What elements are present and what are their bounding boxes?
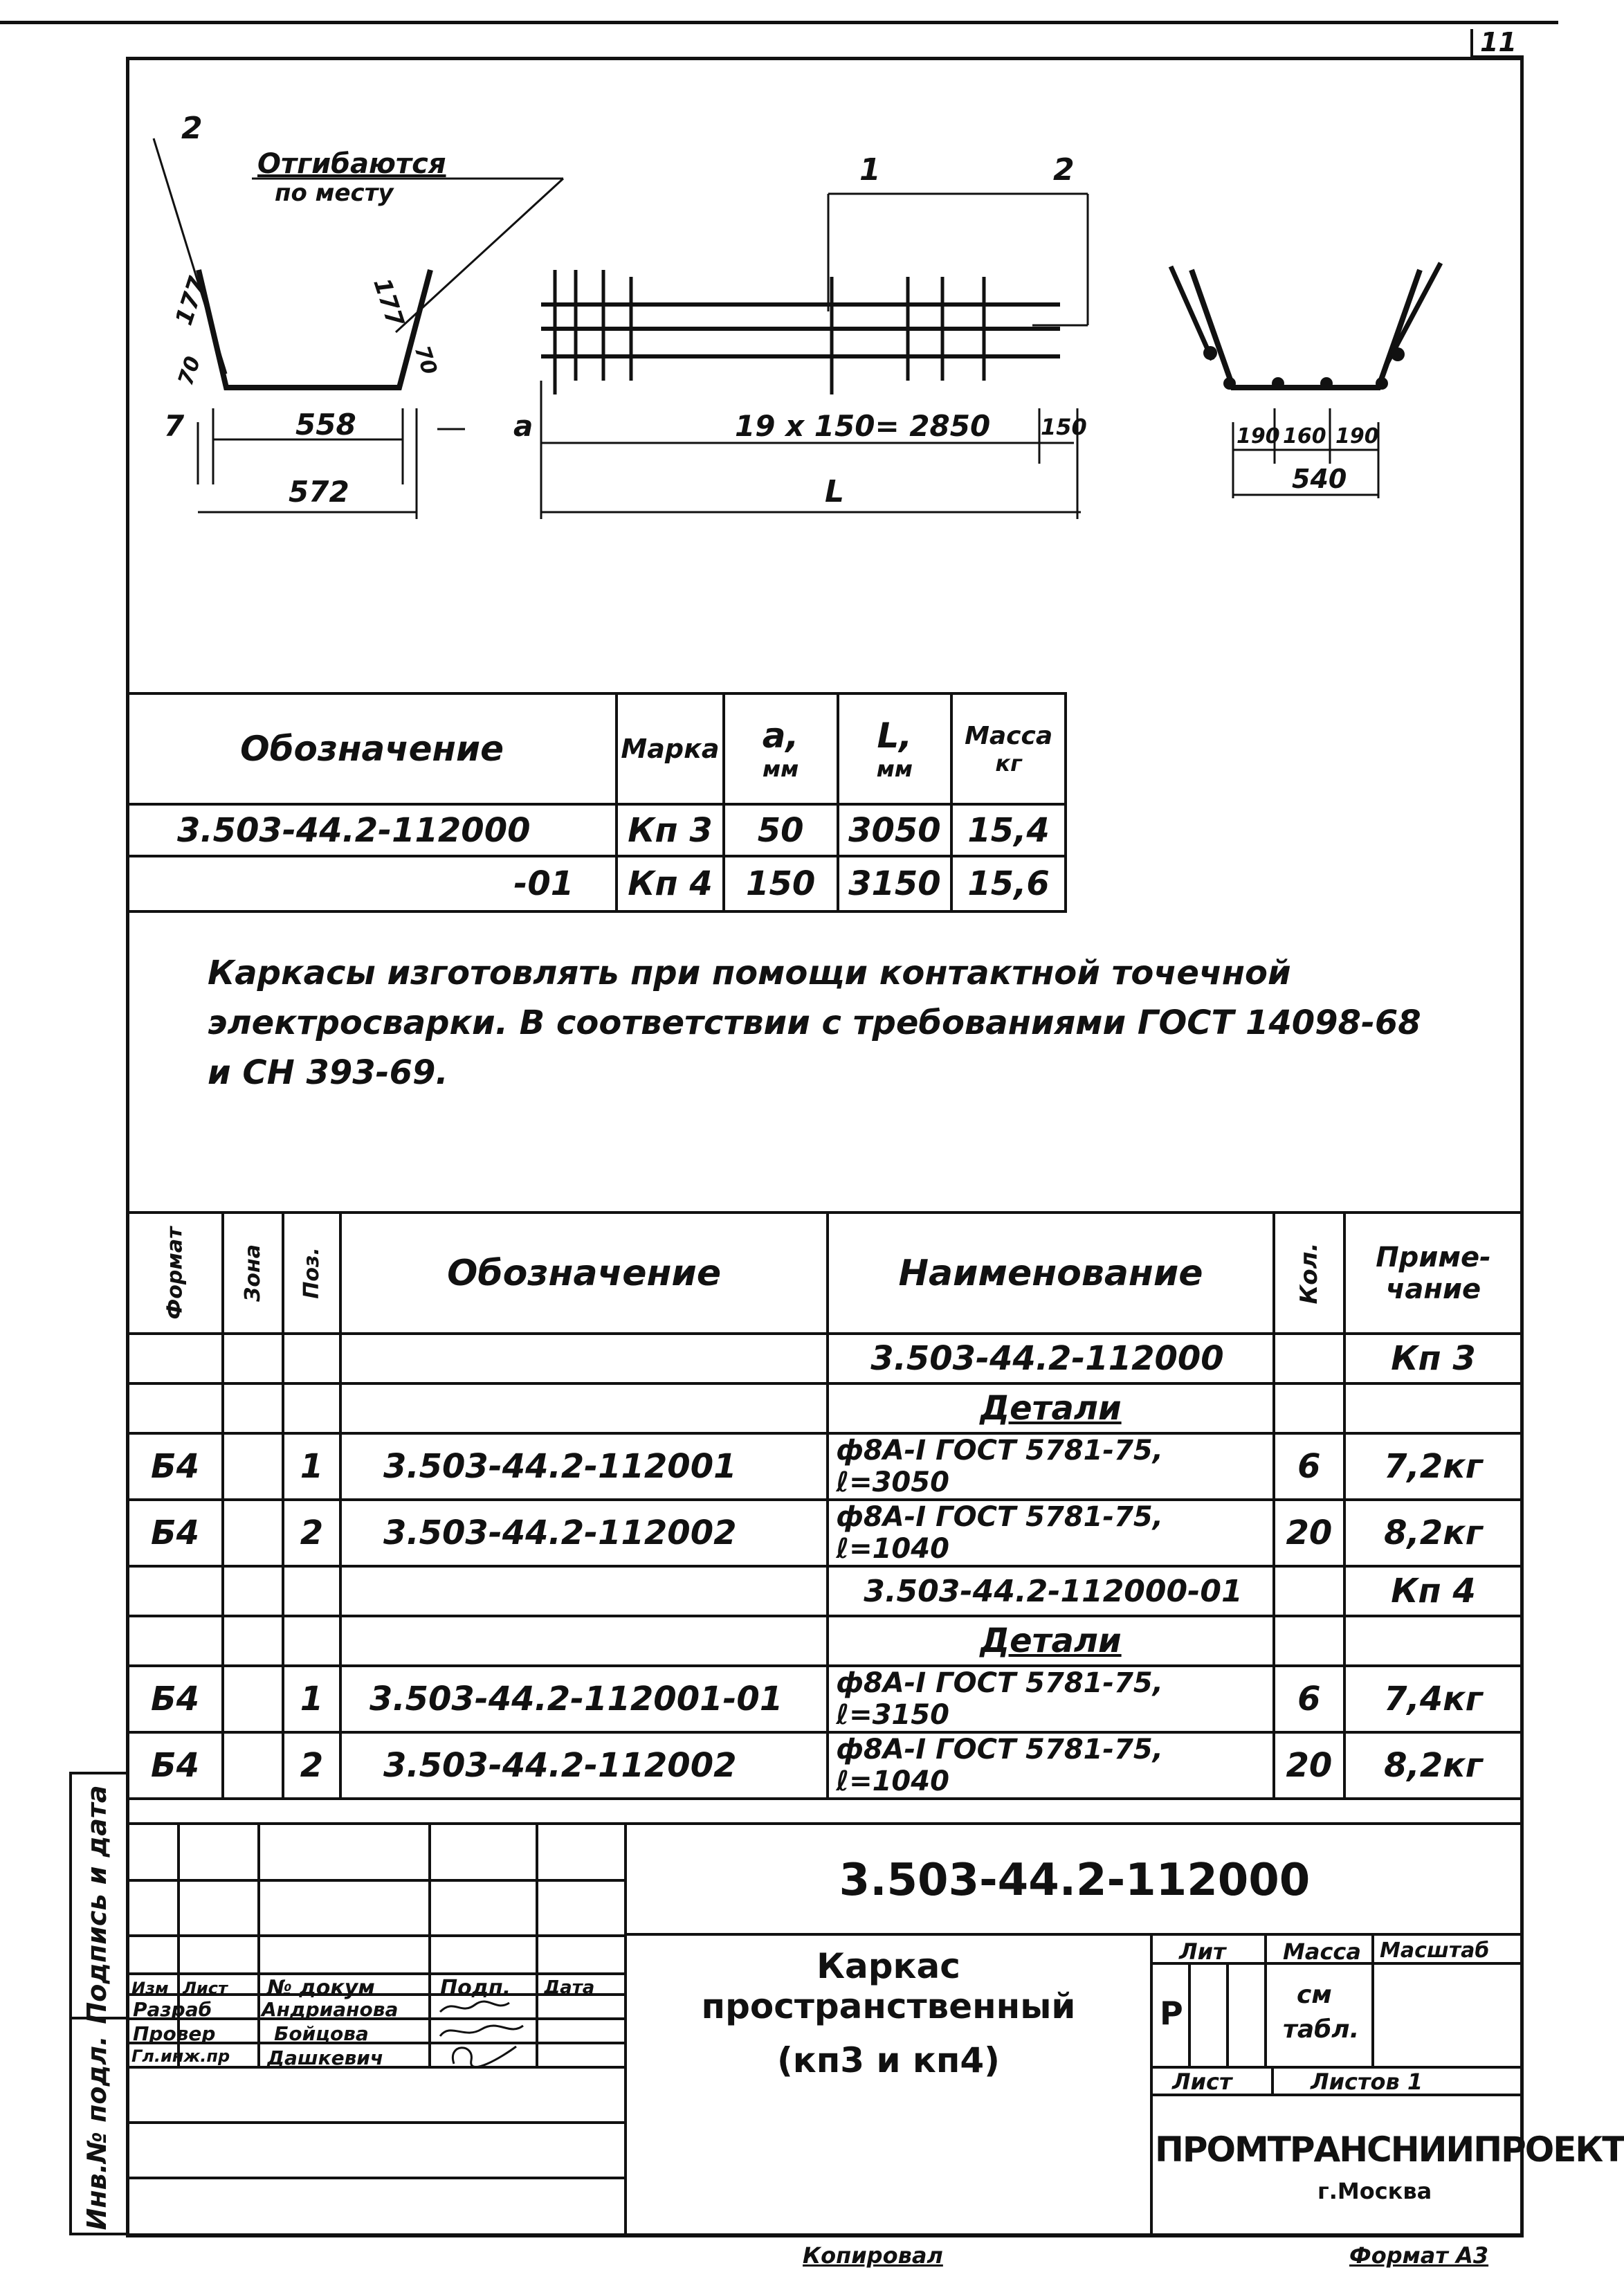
spec-row-pos (283, 1616, 340, 1666)
mid-dim-a: a (513, 409, 533, 443)
left-dim-177b: 177 (367, 275, 410, 330)
sheet-number-box (1470, 29, 1524, 58)
spec-row (127, 1566, 1522, 1616)
spec-row-note: 8,2кг (1344, 1500, 1522, 1566)
tb-label-list: Лист (183, 1979, 228, 1998)
left-dim-70a: 70 (173, 353, 206, 389)
left-dim-558: 558 (295, 408, 356, 442)
spec-row-name: ф8А-I ГОСТ 5781-75, ℓ=1040 (828, 1732, 1274, 1799)
spec-row-pos (283, 1334, 340, 1383)
param-header-designation: Обозначение (127, 693, 617, 804)
spec-row-note (1344, 1616, 1522, 1666)
spec-row-designation (340, 1616, 828, 1666)
right-dim-190b: 190 (1335, 424, 1379, 448)
spec-row-name: ф8А-I ГОСТ 5781-75, ℓ=3150 (828, 1666, 1274, 1732)
spec-row-pos: 1 (283, 1666, 340, 1732)
organization-city: г.Москва (1317, 2178, 1432, 2204)
tb-right (626, 1825, 1624, 2237)
spec-row-qty: 6 (1274, 1433, 1344, 1500)
param-header-mass (951, 693, 1066, 804)
mid-pos-2: 2 (1053, 152, 1075, 188)
spec-row-zone (223, 1732, 283, 1799)
sheet-number: 11 (1480, 27, 1517, 57)
spec-row-qty: 6 (1274, 1666, 1344, 1732)
spec-row-zone (223, 1383, 283, 1433)
right-dim-160: 160 (1283, 424, 1326, 448)
drawing-title-line-2: (кп3 и кп4) (776, 2040, 1001, 2080)
spec-row-designation: 3.503-44.2-112001 (340, 1433, 828, 1500)
tb-label-lit: Лит (1179, 1939, 1226, 1965)
param-row-designation: -01 (127, 856, 617, 911)
side-label-sign-date: Подпись и дата (82, 1785, 112, 2024)
tb-label-izm: Изм (131, 1979, 169, 1998)
spec-row (127, 1666, 1522, 1732)
left-note-1: Отгибаются (257, 148, 446, 180)
spec-row-note: 8,2кг (1344, 1732, 1522, 1799)
spec-row-format: Б4 (127, 1433, 223, 1500)
left-dim-7: 7 (164, 409, 185, 443)
rebar-drawings (126, 104, 1524, 533)
spec-row (127, 1383, 1522, 1433)
parameter-table (126, 692, 1067, 913)
tb-label-mass: Масса (1283, 1939, 1361, 1965)
organization-name: ПРОМТРАНСНИИПРОЕКТ (1155, 2130, 1624, 2170)
tb-name-prover: Бойцова (274, 2022, 369, 2045)
param-row-L: 3050 (838, 804, 952, 856)
specification-table (126, 1211, 1524, 1800)
spec-row-qty (1274, 1566, 1344, 1616)
spec-row-zone (223, 1334, 283, 1383)
spec-row-note: 7,4кг (1344, 1666, 1522, 1732)
param-row-mark: Кп 4 (617, 856, 724, 911)
param-row (127, 804, 1066, 856)
spec-row-qty (1274, 1616, 1344, 1666)
spec-header-note (1344, 1213, 1522, 1334)
spec-row-zone (223, 1500, 283, 1566)
right-dim-190a: 190 (1237, 424, 1280, 448)
spec-row-designation: 3.503-44.2-112002 (340, 1732, 828, 1799)
spec-row-pos (283, 1383, 340, 1433)
spec-row (127, 1732, 1522, 1799)
mid-dim-150: 150 (1041, 414, 1087, 440)
spec-row-format (127, 1383, 223, 1433)
spec-row-format (127, 1616, 223, 1666)
right-section-outline (1192, 270, 1420, 388)
param-header-L-unit: мм (876, 756, 913, 782)
param-row-a: 50 (724, 804, 838, 856)
spec-row-format: Б4 (127, 1666, 223, 1732)
spec-row-zone (223, 1566, 283, 1616)
title-block (126, 1822, 1624, 2237)
param-header-a (724, 693, 838, 804)
spec-row-pos: 2 (283, 1732, 340, 1799)
spec-row-name: ф8А-I ГОСТ 5781-75, ℓ=1040 (828, 1500, 1274, 1566)
spec-row (127, 1616, 1522, 1666)
param-header-a-label: a, (762, 716, 799, 756)
tb-mass-value-1: см (1297, 1981, 1332, 2009)
tb-label-docno: № докум (267, 1976, 375, 2000)
left-note-2: по месту (275, 179, 394, 207)
param-row-mark: Кп 3 (617, 804, 724, 856)
param-row-a: 150 (724, 856, 838, 911)
spec-row-qty: 20 (1274, 1732, 1344, 1799)
spec-row-name: Детали (828, 1383, 1274, 1433)
spec-row-qty: 20 (1274, 1500, 1344, 1566)
spec-header-zone-label: Зона (240, 1244, 265, 1302)
mid-dim-L: L (825, 474, 845, 509)
copied-label (803, 2242, 943, 2269)
spec-row-format (127, 1334, 223, 1383)
spec-row-designation (340, 1566, 828, 1616)
mid-dim-pitch: 19 x 150= 2850 (735, 409, 991, 443)
fabrication-note (208, 948, 1421, 1098)
spec-row-designation (340, 1334, 828, 1383)
spec-row-name: 3.503-44.2-112000-01 (828, 1566, 1274, 1616)
left-dim-70b: 70 (409, 343, 441, 378)
param-header-L (838, 693, 952, 804)
spec-row-pos: 2 (283, 1500, 340, 1566)
spec-row-zone (223, 1666, 283, 1732)
spec-row-pos (283, 1566, 340, 1616)
spec-row-designation: 3.503-44.2-112001-01 (340, 1666, 828, 1732)
tb-name-razrab: Андрианова (262, 1998, 399, 2021)
spec-row-designation (340, 1383, 828, 1433)
spec-row-note: 7,2кг (1344, 1433, 1522, 1500)
tb-right-grid (626, 1825, 1524, 2237)
spec-row-zone (223, 1433, 283, 1500)
param-header-mark: Марка (617, 693, 724, 804)
tb-lit-value: Р (1160, 1995, 1183, 2032)
tb-role-glinzh: Гл.инж.пр (131, 2046, 230, 2066)
spec-header-pos (283, 1213, 340, 1334)
spec-row-designation: 3.503-44.2-112002 (340, 1500, 828, 1566)
param-header-a-unit: мм (763, 756, 799, 782)
note-line-2: электросварки. В соответствии с требованиями ГОСТ 14098-68 (208, 1004, 1421, 1042)
copied-text: Копировал (803, 2242, 943, 2269)
tb-role-prover: Провер (133, 2022, 216, 2045)
spec-row-qty (1274, 1383, 1344, 1433)
format-label: Формат А3 (1349, 2242, 1489, 2269)
mid-pos-1: 1 (859, 152, 881, 188)
spec-row (127, 1334, 1522, 1383)
spec-row-name: Детали (828, 1616, 1274, 1666)
param-header-mass-label: Масса (965, 721, 1053, 750)
spec-row-zone (223, 1616, 283, 1666)
left-dim-572: 572 (289, 475, 349, 509)
tb-label-date: Дата (544, 1977, 595, 1998)
signatures (433, 1995, 537, 2071)
param-row-mass: 15,4 (951, 804, 1066, 856)
tb-label-scale: Масштаб (1380, 1939, 1490, 1963)
spec-header-name: Наименование (828, 1213, 1274, 1334)
spec-header-format-label: Формат (163, 1226, 188, 1320)
side-label-inv-no: Инв.№ подл. (82, 2035, 112, 2231)
tb-label-sheets: Листов 1 (1311, 2069, 1423, 2095)
spec-row-note: Кп 3 (1344, 1334, 1522, 1383)
param-header-mass-unit: кг (995, 750, 1022, 777)
param-row-L: 3150 (838, 856, 952, 911)
top-rule (0, 21, 1558, 24)
spec-row-qty (1274, 1334, 1344, 1383)
param-row-mass: 15,6 (951, 856, 1066, 911)
left-dim-177a: 177 (170, 273, 212, 329)
spec-header-note-1: Приме- (1376, 1241, 1491, 1273)
param-row (127, 856, 1066, 911)
spec-header-qty (1274, 1213, 1344, 1334)
spec-row-name: ф8А-I ГОСТ 5781-75, ℓ=3050 (828, 1433, 1274, 1500)
spec-row-format: Б4 (127, 1732, 223, 1799)
tb-mass-value-2: табл. (1283, 2015, 1360, 2044)
spec-row-format: Б4 (127, 1500, 223, 1566)
spec-header-qty-label: Кол. (1295, 1242, 1323, 1304)
spec-header-designation: Обозначение (340, 1213, 828, 1334)
spec-header-format (127, 1213, 223, 1334)
tb-label-sheet: Лист (1172, 2069, 1232, 2095)
param-header-L-label: L, (877, 716, 913, 756)
right-dim-540: 540 (1292, 464, 1347, 494)
spec-row (127, 1500, 1522, 1566)
tb-role-razrab: Разраб (133, 1998, 212, 2021)
param-row-designation: 3.503-44.2-112000 (127, 804, 617, 856)
spec-row (127, 1433, 1522, 1500)
note-line-3: и СН 393-69. (208, 1053, 448, 1092)
tb-label-sign: Подп. (440, 1976, 511, 2000)
left-pos-2: 2 (181, 111, 203, 146)
note-line-1: Каркасы изготовлять при помощи контактной точечной (208, 954, 1291, 992)
spec-header-note-2: чание (1385, 1273, 1481, 1305)
drawing-title-line-1: Каркас пространственный (701, 1946, 1076, 2026)
spec-header-pos-label: Поз. (299, 1247, 324, 1299)
spec-row-name: 3.503-44.2-112000 (828, 1334, 1274, 1383)
spec-row-pos: 1 (283, 1433, 340, 1500)
spec-header-zone (223, 1213, 283, 1334)
spec-row-note (1344, 1383, 1522, 1433)
tb-name-glinzh: Дашкевич (267, 2046, 384, 2069)
document-code: 3.503-44.2-112000 (626, 1825, 1524, 1936)
spec-row-format (127, 1566, 223, 1616)
spec-row-note: Кп 4 (1344, 1566, 1522, 1616)
